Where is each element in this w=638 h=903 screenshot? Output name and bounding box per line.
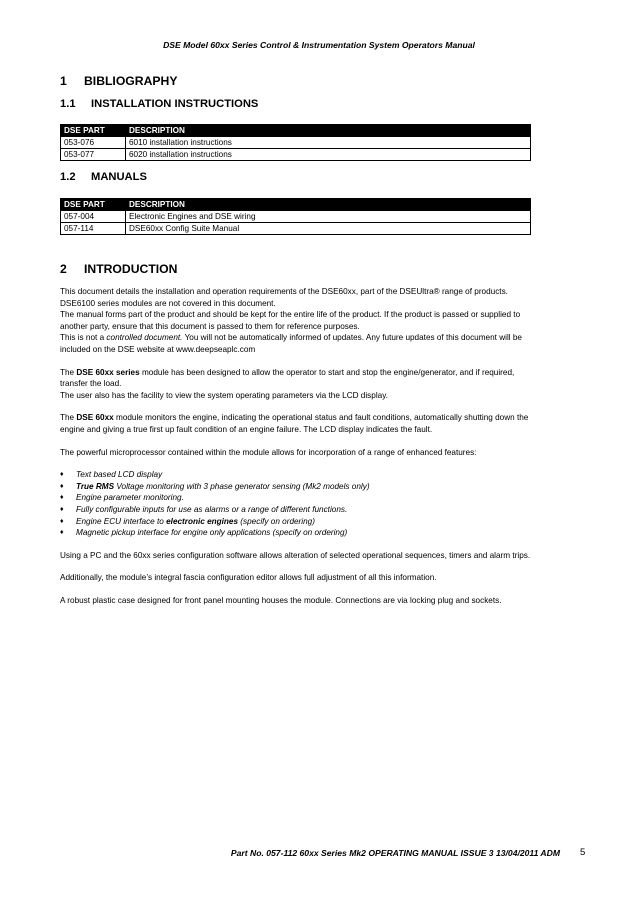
list-item [60,492,540,504]
section-number: 2 [60,262,67,276]
table-row [61,149,531,161]
feature-text: Fully configurable inputs for use as alarms or a range of different functions. [76,504,348,514]
section-2-heading [60,262,177,276]
column-header: DSE PART [61,125,126,137]
section-number: 1.1 [60,98,76,110]
intro-paragraph-4: The powerful microprocessor contained within the module allows for incorporation of a range of enhanced features: [60,447,477,457]
table-header-row [61,125,531,137]
list-item [60,481,540,493]
product-name: DSE 60xx series [76,367,140,377]
part-number-cell: 053-077 [61,149,126,161]
features-list [60,469,540,539]
list-item [60,527,540,539]
part-number-cell: 057-114 [61,223,126,235]
table-row [61,137,531,149]
section-title: BIBLIOGRAPHY [84,74,178,88]
section-number: 1 [60,74,67,88]
part-number-cell: 057-004 [61,211,126,223]
intro-text: module has been designed to allow the operator to start and stop the engine/generator, and if required, transfer the load. [60,367,515,389]
feature-text: Text based LCD display [76,470,163,480]
description-cell: DSE60xx Config Suite Manual [126,223,531,235]
part-number-cell: 053-076 [61,137,126,149]
table-row [61,211,531,223]
feature-emphasis: electronic engines [166,516,239,526]
controlled-document-emphasis: controlled document. [106,333,183,343]
intro-text: The [60,367,77,377]
table-header-row [61,199,531,211]
section-1-heading [60,74,177,88]
section-title: INTRODUCTION [84,262,178,276]
introduction-body [60,286,540,617]
description-cell: 6020 installation instructions [126,149,531,161]
intro-text: The [60,413,77,423]
running-header: DSE Model 60xx Series Control & Instrumentation System Operators Manual [163,40,475,50]
footer-part-number: Part No. 057-112 60xx Series Mk2 OPERATING MANUAL ISSUE 3 13/04/2011 ADM [230,848,560,858]
intro-paragraph-6: Additionally, the module’s integral fascia configuration editor allows full adjustment of all this information. [60,573,437,583]
feature-text: Voltage monitoring with 3 phase generator sensing (Mk2 models only) [114,481,370,491]
diamond-bullet-icon: ♦ [60,505,64,513]
diamond-bullet-icon: ♦ [60,529,64,537]
intro-paragraph-2 [60,367,540,402]
intro-text: This document details the installation and operation requirements of the DSE60xx, part of the DSEUltra® range of products. DSE6100 series modules are not covered in this document. [60,287,508,308]
intro-paragraph-5: Using a PC and the 60xx series configuration software allows alteration of selected operational sequences, timers and alarm trips. [60,550,531,560]
intro-text: This is not a [60,333,107,343]
section-title: MANUALS [91,171,147,183]
section-number: 1.2 [60,171,76,183]
product-name: DSE 60xx [76,413,114,423]
diamond-bullet-icon: ♦ [60,482,64,490]
column-header: DESCRIPTION [126,125,531,137]
intro-text: You will not be automatically informed of updates. Any future updates of this document will be included on the DSE website at www.deepseaplc.com [60,333,522,354]
intro-text: module monitors the engine, indicating the operational status and fault conditions, automatically shutting down the engine and giving a true first up fault condition of an engine failure. The LCD display indicates the fault. [60,413,529,434]
description-cell: 6010 installation instructions [126,137,531,149]
intro-text: The manual forms part of the product and should be kept for the entire life of the product. If the product is passed or supplied to another party, ensure that this document is passed to them for reference purposes. [60,310,521,331]
list-item [60,516,540,528]
list-item [60,504,540,516]
table-row [61,223,531,235]
manuals-table [60,198,531,235]
list-item [60,469,540,481]
section-1-2-heading [60,171,147,183]
section-title: INSTALLATION INSTRUCTIONS [91,98,259,110]
intro-text: The user also has the facility to view the system operating parameters via the LCD display. [60,390,388,400]
column-header: DSE PART [61,199,126,211]
page-number: 5 [580,847,586,858]
column-header: DESCRIPTION [126,199,531,211]
diamond-bullet-icon: ♦ [60,471,64,479]
diamond-bullet-icon: ♦ [60,517,64,525]
feature-text: Engine ECU interface to [76,516,167,526]
feature-text: (specify on ordering) [238,516,315,526]
feature-emphasis: True RMS [76,481,115,491]
feature-text: Engine parameter monitoring. [76,493,184,503]
diamond-bullet-icon: ♦ [60,494,64,502]
intro-paragraph-1 [60,286,540,356]
installation-instructions-table [60,124,531,161]
feature-text: Magnetic pickup interface for engine only applications (specify on ordering) [76,528,348,538]
section-1-1-heading [60,98,258,110]
description-cell: Electronic Engines and DSE wiring [126,211,531,223]
intro-paragraph-3 [60,412,540,435]
intro-paragraph-7: A robust plastic case designed for front panel mounting houses the module. Connections are via locking plug and sockets. [60,595,502,605]
